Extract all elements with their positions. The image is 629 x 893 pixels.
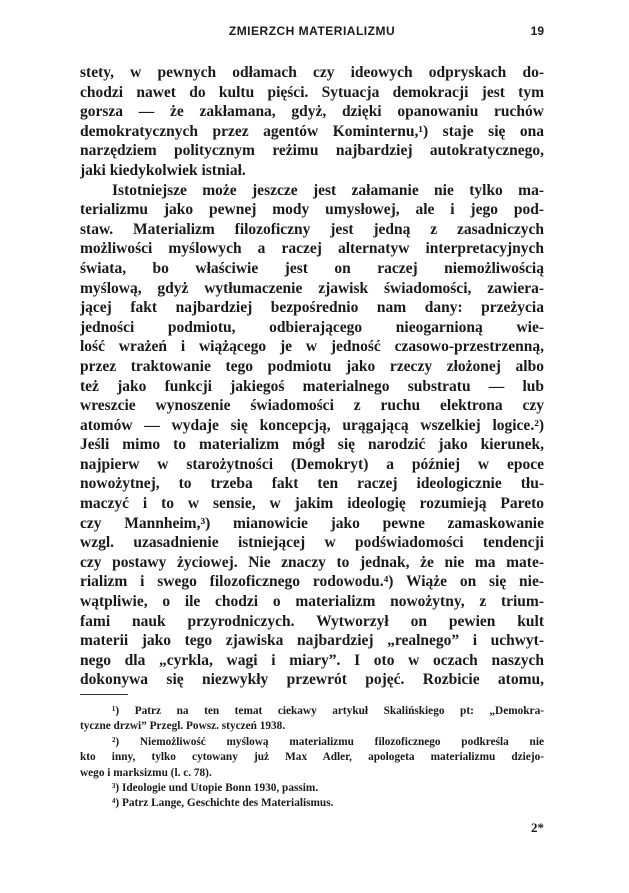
- chapter-title: ZMIERZCH MATERIALIZMU: [228, 24, 396, 38]
- text-line: demokratycznych przez agentów Kominternu,¹) staje się ona: [80, 122, 544, 140]
- text-line: Jeśli mimo to materializm mógł się narodzić jako kierunek,: [80, 436, 544, 454]
- text-line: Istotniejsze może jeszcze jest załamanie nie tylko ma-: [112, 181, 544, 199]
- footnote-line: ²) Niemożliwość myślową materializmu filozoficznego podkreśla nie: [112, 735, 544, 748]
- text-line: wzgl. uzasadnienie istniejącej w podświadomości tendencji: [80, 534, 544, 552]
- text-line: też jako funkcji jakiegoś materialnego substratu — lub: [80, 377, 544, 395]
- text-line: dokonywa się niezwykły przewrót pojęć. Rozbicie atomu,: [80, 671, 544, 689]
- page-number: 19: [530, 24, 544, 38]
- text-line: wreszcie wynoszenie świadomości z ruchu elektrona czy: [80, 397, 544, 415]
- text-line: wątpliwie, o ile chodzi o materializm nowożytny, z trium-: [80, 593, 544, 611]
- main-text: [80, 63, 544, 690]
- text-line: jaki kiedykolwiek istniał.: [80, 161, 246, 179]
- text-line: myślową, gdyż wytłumaczenie zjawisk świadomości, zawiera-: [80, 279, 544, 297]
- text-line: fami nauk przyrodniczych. Wytworzył on pewien kult: [80, 612, 544, 630]
- text-line: maczyć i to w sensie, w jakim ideologię rozumieją Pareto: [80, 495, 544, 513]
- footnote-line: kto inny, tylko cytowany już Max Adler, apologeta materializmu dziejo-: [80, 751, 544, 764]
- text-line: rializm i swego filozoficznego rodowodu.⁴) Wiąże on się nie-: [80, 573, 544, 591]
- text-line: przez traktowanie tego podmiotu jako rzeczy złożonej albo: [80, 357, 544, 375]
- footnote-line: ⁴) Patrz Lange, Geschichte des Materialismus.: [112, 797, 334, 810]
- text-line: atomów — wydaje się koncepcją, urągającą wszelkiej logice.²): [80, 416, 544, 434]
- footnote-line: tyczne drzwi” Przegl. Powsz. styczeń 1938.: [80, 720, 286, 733]
- text-line: staw. Materializm filozoficzny jest jedną z zasadniczych: [80, 220, 544, 238]
- text-line: materii jako tego zjawiska najbardziej „realnego” i uchwyt-: [80, 632, 544, 650]
- footnote-line: ³) Ideologie und Utopie Bonn 1930, passim.: [112, 781, 319, 794]
- text-line: możliwości myślowych a raczej alternatyw interpretacyjnych: [80, 240, 544, 258]
- footnote-divider: [80, 694, 128, 695]
- text-line: nego dla „cyrkla, wagi i miary”. I oto w oczach naszych: [80, 651, 544, 669]
- footnotes: [80, 704, 544, 812]
- printer-signature: 2*: [531, 820, 544, 835]
- footnote-line: ¹) Patrz na ten temat ciekawy artykuł Skalińskiego pt: „Demokra-: [112, 705, 544, 717]
- text-line: gorsza — że zakłamana, gdyż, dzięki opanowaniu ruchów: [80, 103, 544, 121]
- footnote-line: wego i marksizmu (l. c. 78).: [80, 766, 212, 779]
- text-line: narzędziem politycznym reżimu najbardziej autokratycznego,: [80, 142, 544, 160]
- text-line: jącej fakt najbardziej bezpośrednio nam dany: przeżycia: [80, 299, 544, 317]
- text-line: najpierw w starożytności (Demokryt) a później w epoce: [80, 455, 544, 473]
- text-line: lość wrażeń i wiążącego je w jedność czasowo-przestrzenną,: [80, 338, 544, 356]
- text-line: jedności podmiotu, odbierającego nieogarnioną wie-: [80, 318, 544, 336]
- running-header: [80, 24, 544, 44]
- text-line: terializmu jako pewnej mody umysłowej, ale i jego pod-: [80, 201, 544, 219]
- text-line: chodzi nawet do kultu pięści. Sytuacja demokracji jest tym: [80, 83, 544, 101]
- text-line: czy Mannheim,³) mianowicie jako pewne zamaskowanie: [80, 514, 544, 532]
- text-line: czy postawy życiowej. Nie znaczy to jednak, że nie ma mate-: [80, 553, 544, 571]
- text-line: świata, bo właściwie jest on raczej niemożliwością: [80, 259, 544, 277]
- text-line: nowożytnej, to trzeba fakt ten raczej ideologicznie tłu-: [80, 475, 544, 493]
- text-line: stety, w pewnych odłamach czy ideowych odpryskach do-: [80, 64, 544, 81]
